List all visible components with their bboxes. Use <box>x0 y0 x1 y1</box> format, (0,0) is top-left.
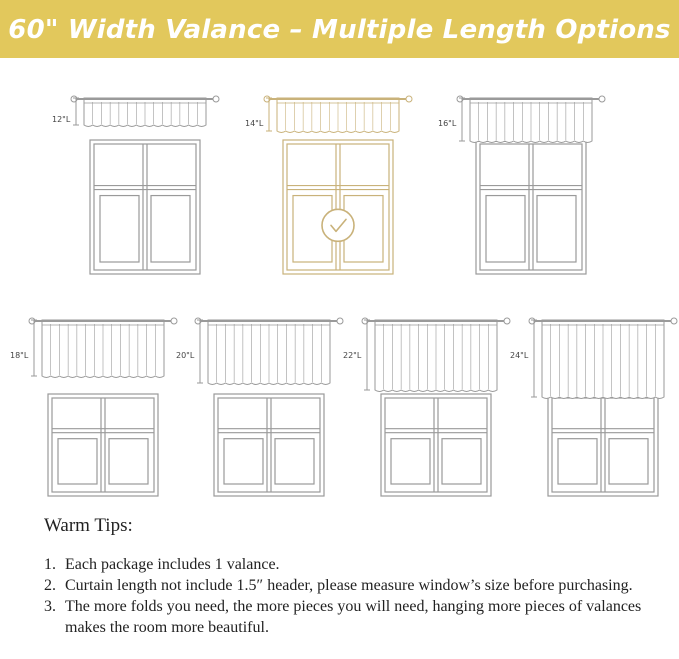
window-frame <box>48 394 158 496</box>
rod-finial <box>406 96 412 102</box>
tips-list <box>44 554 674 638</box>
valance-option-22 <box>343 310 503 502</box>
length-measure <box>31 320 37 376</box>
valance <box>470 98 592 143</box>
tip-number: 1. <box>44 556 56 573</box>
valance <box>375 320 497 392</box>
valance <box>42 320 164 378</box>
banner-title: 60" Width Valance – Multiple Length Options <box>8 15 671 45</box>
valance-option-12 <box>52 88 212 278</box>
window-frame <box>476 140 586 274</box>
tips-title: Warm Tips: <box>44 515 133 536</box>
length-label: 16"L <box>438 119 457 128</box>
length-label: 14"L <box>245 119 264 128</box>
tip-number: 2. <box>44 577 56 594</box>
length-measure <box>459 98 465 141</box>
window-frame <box>548 394 658 496</box>
window-frame <box>381 394 491 496</box>
rod-finial <box>671 318 677 324</box>
tip-number: 3. <box>44 598 56 615</box>
valance-option-20 <box>176 310 336 502</box>
length-measure <box>531 320 537 397</box>
length-label: 20"L <box>176 351 195 360</box>
length-label: 22"L <box>343 351 362 360</box>
window-frame <box>90 140 200 274</box>
length-label: 24"L <box>510 351 529 360</box>
rod-finial <box>599 96 605 102</box>
window-valance-drawing <box>10 310 170 502</box>
length-label: 12"L <box>52 115 71 124</box>
valance-option-16 <box>438 88 598 278</box>
window-frame <box>283 140 393 274</box>
window-valance-drawing <box>438 88 598 278</box>
length-measure <box>266 98 272 131</box>
window-valance-drawing <box>510 310 670 502</box>
valance <box>208 320 330 385</box>
tip-item <box>44 575 674 596</box>
window-valance-drawing <box>343 310 503 502</box>
window-valance-drawing <box>176 310 336 502</box>
window-valance-drawing <box>245 88 405 278</box>
length-measure <box>197 320 203 383</box>
valance <box>542 320 664 399</box>
valance <box>277 98 399 133</box>
valance-option-18 <box>10 310 170 502</box>
length-measure <box>364 320 370 390</box>
tip-text: Curtain length not include 1.5″ header, please measure window’s size before purchasing. <box>65 577 633 594</box>
tip-text: Each package includes 1 valance. <box>65 556 280 573</box>
valance <box>84 98 206 127</box>
window-frame <box>214 394 324 496</box>
tip-item <box>44 554 674 575</box>
tip-item <box>44 596 674 638</box>
checkmark-circle-icon <box>322 209 354 241</box>
valance-option-24 <box>510 310 670 502</box>
banner <box>0 0 679 58</box>
tip-text: The more folds you need, the more pieces you will need, hanging more pieces of valances makes the room more beautiful. <box>65 598 642 636</box>
length-label: 18"L <box>10 351 29 360</box>
window-valance-drawing <box>52 88 212 278</box>
valance-option-14 <box>245 88 405 278</box>
rod-finial <box>213 96 219 102</box>
